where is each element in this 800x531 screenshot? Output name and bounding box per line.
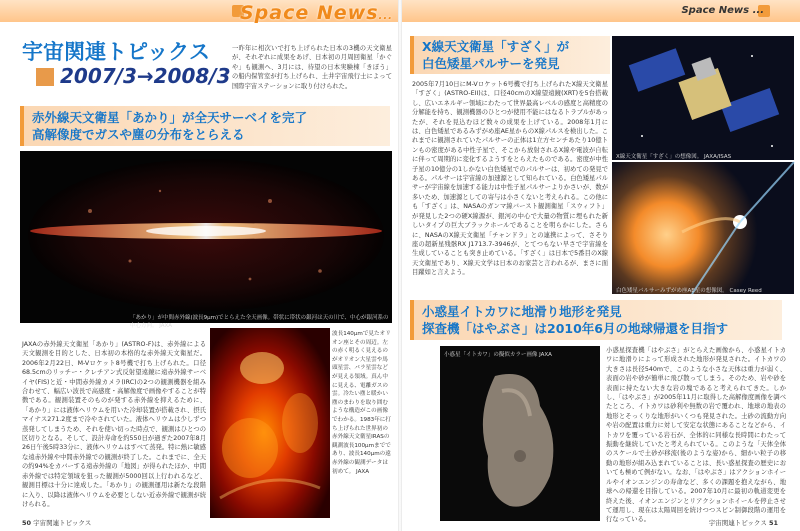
intro-paragraph: 一昨年に相次いで打ち上げられた日本の3機の天文衛星が、それぞれに成果をあげ、日本初の月周回衛星「かぐや」も観測へ、3月には、待望の日本実験棟「きぼう」の船内保管室が打ち上げられ、土井宇宙飛行士によって国際宇宙ステーションに取り付けられた。 — [232, 45, 392, 90]
section-heading-suzaku — [410, 36, 610, 74]
pulsar-svg — [612, 162, 794, 294]
suzaku-body-text: 2005年7月10日にM-Vロケット6号機で打ち上げられたX線天文衛星「すざく」(ASTRO-EII)は、口径40cmのX線望遠鏡(XRT)を5台搭載し、広いエネルギー領域にわたって世界最高レベルの感度と高精度の分解能を持ち、観測機器のひとつが使用不能にはなるトラブルがあったが、それを見込むほど数々の成果を上げている。2008年1月には、白色矮星であるみずがめ座AE星からのX線パルスを検出した。これまでに観測されていたパルサーの正体は1立方センチあたり10億トンもの密度がある中性子星で、そこから放射されるX線や電波が自転に伴って周期的に変化するようすをとらえたものである。密度が中性子星の10億分の1しかない白色矮星でのパルサーは、初めての発見である。パルサーは宇宙線の加速源として知られている。白色矮星パルサーが宇宙線を加速する能力は中性子星パルサーよりかさいが、数が多いため、加速源としての寄与は小さくないと考えられる。この他にも「すざく」は、NASAのガンマ線バースト観測衛星「スウィフト」が発見した2つの硬X線源が、銀河の中心で大量の物質に埋もれた新しいタイプの巨大ブラックホールであることを明らかにした。さらに、NASAのX線天文衛星「チャンドラ」との連携によって、さそり座の超新星残骸RX J1713.7-3946が、とてつもない早さで宇宙線を生成していることも突き止めている。「すざく」は日本で5番目のX線天文衛星であり、X線天文学は日本のお家芸と言われるが、まさに面目躍如と言えよう。 — [412, 81, 608, 277]
suzaku-satellite-image — [612, 36, 794, 160]
section-heading-itokawa — [410, 300, 782, 340]
title-accent-square — [36, 68, 54, 86]
title-date-range: 2007/3→2008/3 — [60, 64, 231, 88]
asteroid-svg — [440, 346, 600, 521]
akari-heading-line2: 高解像度でガスや塵の分布をとらえる — [32, 127, 245, 142]
suzaku-image-caption: X線天文衛星「すざく」の想像図。 JAXA/ISAS — [616, 154, 732, 160]
brand-space-news-small: Space News ... — [681, 5, 764, 16]
white-dwarf-pulsar-image — [612, 162, 794, 294]
orion-nebula-svg — [210, 328, 330, 518]
suzaku-heading-line2: 白色矮星パルサーを発見 — [422, 56, 560, 71]
pulsar-image-caption: 白色矮星パルサーみずがめ座AE星の想像図。 Casey Reed — [616, 288, 762, 294]
itokawa-asteroid-image — [440, 346, 600, 521]
section-heading-akari — [20, 106, 390, 146]
milky-way-all-sky-image — [20, 151, 392, 329]
itokawa-body-text: 小惑星探査機「はやぶさ」がとらえた画像から、小惑星イトカワに地滑りによって形成された地形が発見された。イトカワの大きさは長径540mで、このような小さな天体は重力が弱く、表面の岩や砂が簡単に飛び散ってしまう。そのため、岩や砂を表面に持たない大きな岩の塊であると考えられてきた。しかし、「はやぶさ」が2005年11月に取得した高解像度画像を調べたところ、イトカワは砂利や無数の岩で覆われ、地球の地表の地形とそっくりな地形がいくつも発見された。土砂の流動方向や岩の配置は重力に対して安定な状態にあることなどから、イトカワを覆っている岩石が、全体的に同様な長時間にわたって振動を継続していたと考えられている。このような「天体全体のスケールで土砂が移流(後のような姿)から、細かい粒子の移動の地形が組み込まれていることは、長い惑星探査の歴史においても極めて例がない。なお、「はやぶさ」はアクションホイールやイオンエンジンの寿命など、多くの課題を抱えながら、地球への帰還を目指している。2007年10月に最初の軌道変更を終えた後、イオンエンジンとリアクションホイールを停止させて運用し、現在は太陽周回を続けつつスピン制御段階の運用を行なっている。 — [606, 347, 786, 524]
folio-right: 宇宙関連トピックス 51 — [708, 519, 778, 527]
page-gutter — [398, 0, 402, 531]
satellite-svg — [612, 36, 794, 160]
akari-heading-line1: 赤外線天文衛星「あかり」が全天サーベイを完了 — [32, 110, 308, 125]
akari-body-text: JAXAの赤外線天文衛星「あかり」(ASTRO-F)は、赤外線による天文観測を目的とした、日本初の本格的な赤外線天文衛星だ。2006年2月22日、M-Vロケット8号機で打ち上げられた。口径68.5cmのリッチー・クレチアン式反射望遠鏡に遠赤外線サーベイヤ(FIS)と近・中間赤外線カメラ(IRC)の2つの観測機器を組み合わせて、幅広い波長で高感度・高解像度で画像やすることが特徴である。観測装置そのものが発する赤外線を抑えるために、「あかり」には液体ヘリウムを用いた冷却装置が搭載され、摂氏マイナス271.2度まで冷やされていた。液体ヘリウムは少しずつ蒸発してしまうため、それを使い切った時点で、観測はひとつの区切りとなる。そして、設計寿命を約550日が過ぎた2007年8月26日午後5時33分に、液体ヘリウムはすべて蒸発。特に熱に敏感な遠赤外線や中間赤外線での観測が終了した。これまでに、全天の約94%をカバーする遠赤外線の「地図」が得られたほか、中間赤外線では特定領域を狙った観測が5000回以上行われるなど、観測目標は十分に達成した。「あかり」の観測運用は新たな段階に入り、以降は液体ヘリウムを必要としない近赤外線で観測が続けられる。 — [22, 341, 206, 508]
itokawa-image-caption: 小惑星「イトカワ」の擬似カラー画像 JAXA — [444, 352, 552, 358]
akari-image-caption: 「あかり」が中間赤外線(波長9μm)でとらえた全天画像。帯状に帯状の銀河は天の川で、中心が銀河系の中心方向。 JAXA — [130, 315, 389, 329]
orion-image-caption: 波長140μmで見たオリオン座とその周辺。左の赤く明るく見えるのがオリオン大星雲や馬頭星雲、バラ星雲などが見える領域。真ん中に見える、電離ガスの雲。冷たい塵と暖かい塵のまわりを取り囲むような構造がこの画像でわかる。1983年に打ち上げられた世界初の赤外線天文衛星IRASの観測波長100μmまでであり、波長140μmの遠赤外線の観測データは初めて。 JAXA — [332, 331, 391, 475]
itokawa-heading-line2: 探査機「はやぶさ」は2010年6月の地球帰還を目指す — [422, 321, 728, 336]
page-title: 宇宙関連トピックス — [22, 40, 210, 64]
itokawa-heading-line1: 小惑星イトカワに地滑り地形を発見 — [422, 304, 622, 319]
all-sky-map-svg — [20, 151, 392, 323]
brand-space-news: Space News... — [240, 2, 393, 24]
suzaku-heading-line1: X線天文衛星「すざく」が — [422, 39, 570, 54]
orion-nebula-image — [210, 328, 330, 518]
folio-left: 50 宇宙関連トピックス — [22, 519, 92, 527]
